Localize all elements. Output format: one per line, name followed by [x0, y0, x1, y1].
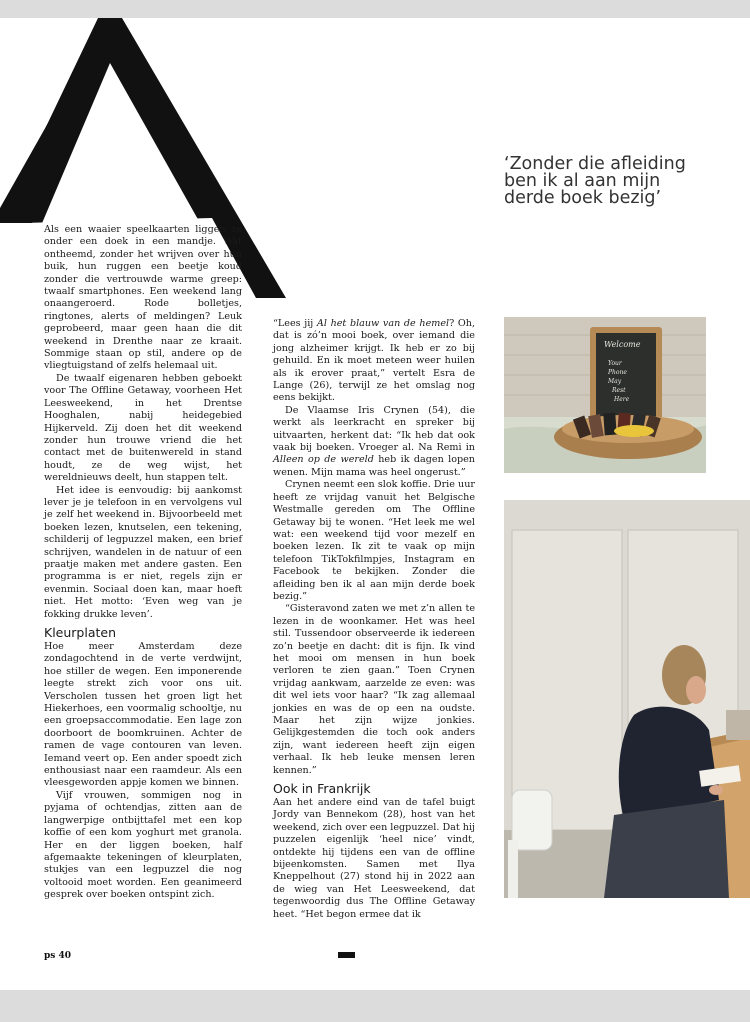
- paragraph: “Gisteravond zaten we met z’n allen te lezen in de woonkamer. Het was heel stil. Tussendoor observeerde ik iedereen zo’n beetje en dacht: dit is fijn. Ik vind het mooi om mensen in hun boek verloren te zien gaan.” Toen Crynen vrijdag aankwam, aarzelde ze even: was dit wel iets voor haar? “Ik zag allemaal jonkies en was de op een na oudste. Maar het zijn wijze jonkies. Gelijkgestemden die toch ook anders zijn, want iedereen heeft zijn eigen verhaal. Ik heb leuke mensen leren kennen.”: [273, 603, 475, 776]
- paragraph: Aan het andere eind van de tafel buigt Jordy van Bennekom (28), host van het weekend, zich over een legpuzzel. Dat hij puzzelen eigenlijk ‘heel nice’ vindt, ontdekte hij tijdens een van de offline bijeenkomsten. Samen met Ilya Kneppelhout (27) stond hij in 2022 aan de wieg van Het Leesweekend, dat tegenwoordig dus The Offline Getaway heet. “Het begon ermee dat ik: [273, 797, 475, 920]
- reading-woman-photo: [504, 500, 750, 898]
- pull-quote: ‘Zonder die afleiding ben ik al aan mijn derde boek bezig’: [504, 154, 686, 208]
- column-2: [273, 318, 475, 921]
- text: De Vlaamse Iris Crynen (54), die werkt als leerkracht en spreker bij uitvaarten, herkent dat: “Ik heb dat ook vaak bij boeken. Vroeger al. Na Remi in: [273, 404, 475, 454]
- chalk-line: Rest: [612, 387, 626, 394]
- chalk-line: Phone: [608, 369, 627, 376]
- book-title: Alleen op de wereld: [273, 454, 374, 466]
- magazine-page: [0, 18, 750, 990]
- column-1: [44, 224, 242, 902]
- footer-mark: [338, 952, 355, 958]
- items-on-table: [726, 710, 750, 740]
- paragraph: Het idee is eenvoudig: bij aankomst lever je je telefoon in en vervolgens vul je zelf het weekend in. Bijvoorbeeld met boeken lezen, knutselen, een tekening, schilderij of legpuzzel maken, een brief schrijven, wandelen in de natuur of een praatje maken met andere gasten. Een programma is er niet, regels zijn er evenmin. Sociaal doen kan, maar hoeft niet. Het motto: ‘Even weg van je fokking drukke leven’.: [44, 484, 242, 620]
- skirt: [604, 800, 729, 898]
- chalk-line: Welcome: [604, 340, 641, 349]
- paragraph: Als een waaier speelkaarten liggen ze onder een doek in een mandje. Wat ontheemd, zonder het wrijven over hun buik, hun ruggen een beetje koud zonder die vertrouwde warme greep: twaalf smartphones. Een weekend lang onaangeroerd. Rode bolletjes, ringtones, alerts of meldingen? Leuk geprobeerd, maar geen haan die dit weekend in Drenthe naar ze kraait. Sommige staan op stil, andere op de vliegtuigstand of zelfs helemaal uit.: [44, 224, 242, 372]
- text: ? Oh, dat is zó’n mooi boek, over iemand die jong alzheimer krijgt. Ik heb er zo bij gehuild. En ik moet meteen weer huilen als ik erover praat,” vertelt Esra de Lange (26), terwijl ze het omslag nog eens bekijkt.: [273, 318, 475, 404]
- face: [686, 676, 706, 704]
- paragraph: [273, 318, 475, 405]
- subheading: Ook in Frankrijk: [273, 781, 371, 797]
- subheading: Kleurplaten: [44, 625, 117, 640]
- text: “Lees jij: [273, 318, 317, 329]
- paragraph: Vijf vrouwen, sommigen nog in pyjama of ochtendjas, zitten aan de langwerpige ontbijttafel met een kop koffie of een kom yoghurt met granola. Her en der liggen boeken, half afgemaakte tekeningen of kleurplaten, stukjes van een legpuzzel die nog voltooid moet worden. Een geanimeerd gesprek over boeken ontspint zich.: [44, 789, 242, 901]
- hand: [709, 785, 723, 795]
- book-title: Al het blauw van de hemel: [316, 318, 450, 329]
- page-number: ps 40: [44, 951, 72, 961]
- door-left: [512, 530, 622, 830]
- paragraph: Crynen neemt een slok koffie. Drie uur heeft ze vrijdag vanuit het Belgische Westmalle gereden om The Offline Getaway bij te wonen. “Het leek me wel wat: een weekend tijd voor mezelf en boeken lezen. Ik zit te vaak op mijn telefoon TikTokfilmpjes, Instagram en Facebook te bekijken. Zonder die afleiding ben ik al aan mijn derde boek bezig.”: [273, 479, 475, 602]
- paragraph: De twaalf eigenaren hebben geboekt voor The Offline Getaway, voorheen Het Leesweekend, in het Drentse Hooghalen, nabij heidegebied Hijkerveld. Zij doen het dit weekend zonder hun trouwe vriend die het contact met de buitenwereld in stand houdt, ze de weg wijst, het wereldnieuws deelt, hun stappen telt.: [44, 372, 242, 484]
- phone-basket-illustration: [504, 317, 706, 473]
- phone-basket-photo: [504, 317, 706, 473]
- chalk-line: Your: [608, 360, 622, 367]
- chalk-line: Here: [614, 396, 630, 403]
- paragraph: [273, 405, 475, 479]
- text: heb ik dagen lopen wenen. Mijn mama was heel ongerust.”: [273, 454, 475, 478]
- reading-woman-illustration: [504, 500, 750, 898]
- paragraph: Hoe meer Amsterdam deze zondagochtend in de verte verdwijnt, hoe stiller de wegen. Een imponerende leegte strekt zich voor ons uit. Verscholen tussen het groen ligt het Hiekerhoes, een voormalig schooltje, nu een groepsaccommodatie. Een lage zon doorboort de boomkruinen. Achter de ramen de vage contouren van leven. Iemand veert op. Een ander spoedt zich enthousiast naar een raamdeur. Als een vleesgeworden appje komen we binnen.: [44, 641, 242, 789]
- chalk-line: May: [608, 378, 622, 385]
